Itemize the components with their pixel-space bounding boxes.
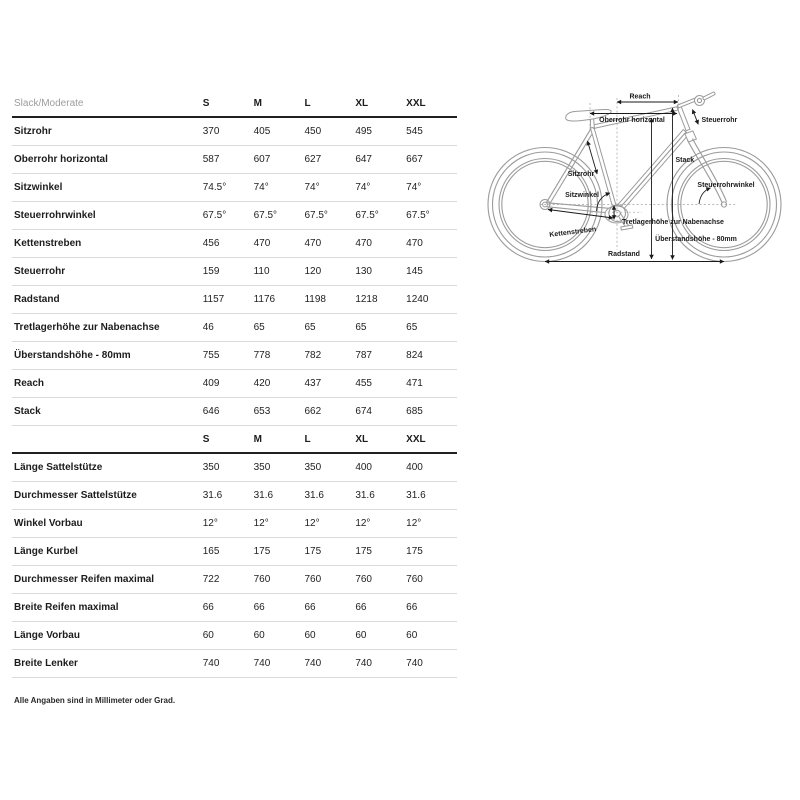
diagram-label-steuerrohrwinkel: Steuerrohrwinkel [697, 182, 755, 189]
table-row [12, 622, 457, 650]
cell-value: 740 [406, 658, 423, 669]
cell-value: 31.6 [253, 490, 274, 501]
diagram-label-kettenstreben: Kettenstreben [549, 226, 597, 239]
cell-value: 760 [406, 574, 423, 585]
cell-value: 12° [253, 518, 269, 529]
cell-value: 740 [253, 658, 271, 669]
cell-value: 31.6 [202, 490, 223, 501]
table-row [12, 118, 457, 146]
size-column-header: S [202, 433, 210, 445]
cell-value: 740 [304, 658, 322, 669]
cell-value: 74.5° [202, 182, 227, 193]
table-row [12, 286, 457, 314]
cell-value: 778 [253, 350, 271, 361]
cell-value: 470 [304, 238, 322, 249]
size-column-header: XXL [406, 97, 426, 109]
row-label: Breite Reifen maximal [14, 602, 119, 613]
table-row [12, 538, 457, 566]
cell-value: 647 [355, 154, 372, 165]
cell-value: 120 [304, 266, 322, 277]
cell-value: 782 [304, 350, 322, 361]
table-row [12, 594, 457, 622]
cell-value: 67.5° [253, 210, 278, 221]
chainstay-dimension [548, 210, 613, 219]
cell-value: 646 [202, 406, 220, 417]
cell-value: 587 [202, 154, 220, 165]
diagram-label-oberrohr: Oberrohr horizontal [599, 117, 665, 124]
cell-value: 787 [355, 350, 372, 361]
table-row [12, 258, 457, 286]
cell-value: 175 [355, 546, 372, 557]
table-row [12, 566, 457, 594]
row-label: Durchmesser Sattelstütze [14, 490, 137, 501]
cell-value: 607 [253, 154, 271, 165]
cell-value: 74° [355, 182, 371, 193]
cell-value: 667 [406, 154, 423, 165]
cell-value: 159 [202, 266, 220, 277]
table-row [12, 370, 457, 398]
row-label: Überstandshöhe - 80mm [14, 350, 131, 361]
size-column-header: S [202, 97, 210, 109]
head-tube [677, 106, 690, 131]
row-label: Sitzwinkel [14, 182, 63, 193]
diagram-label-stack: Stack [675, 157, 695, 164]
row-label: Länge Vorbau [14, 630, 80, 641]
table-row [12, 314, 457, 342]
table-row [12, 146, 457, 174]
cell-value: 31.6 [304, 490, 324, 501]
cell-value: 66 [406, 602, 418, 613]
cell-value: 60 [355, 630, 367, 641]
cell-value: 755 [202, 350, 220, 361]
table-header-row [12, 426, 457, 454]
cell-value: 66 [253, 602, 265, 613]
seat-tube [590, 127, 618, 212]
size-column-header: XL [355, 433, 369, 445]
row-label: Oberrohr horizontal [14, 154, 108, 165]
cell-value: 685 [406, 406, 423, 417]
row-label: Winkel Vorbau [14, 518, 83, 529]
cell-value: 350 [304, 462, 322, 473]
cell-value: 130 [355, 266, 372, 277]
size-column-header: XXL [406, 433, 426, 445]
cell-value: 66 [304, 602, 316, 613]
cell-value: 400 [355, 462, 372, 473]
cell-value: 66 [202, 602, 214, 613]
table-row [12, 202, 457, 230]
cell-value: 12° [406, 518, 422, 529]
cell-value: 760 [304, 574, 322, 585]
table-variant-label: Slack/Moderate [14, 97, 84, 109]
cell-value: 67.5° [202, 210, 227, 221]
diagram-label-radstand: Radstand [608, 251, 640, 258]
row-label: Stack [14, 406, 41, 417]
row-label: Breite Lenker [14, 658, 78, 669]
cell-value: 74° [406, 182, 422, 193]
cell-value: 74° [304, 182, 320, 193]
table-header-row [12, 90, 457, 118]
bike-frame [546, 94, 727, 230]
cell-value: 67.5° [355, 210, 379, 221]
cell-value: 370 [202, 126, 220, 137]
cell-value: 456 [202, 238, 220, 249]
table-row [12, 174, 457, 202]
cell-value: 1157 [202, 294, 225, 305]
cell-value: 1240 [406, 294, 429, 305]
stem [677, 98, 696, 108]
size-column-header: M [253, 97, 262, 109]
cell-value: 470 [355, 238, 372, 249]
cell-value: 65 [406, 322, 418, 333]
cell-value: 470 [253, 238, 271, 249]
table-row [12, 454, 457, 482]
cell-value: 760 [355, 574, 372, 585]
cell-value: 12° [202, 518, 218, 529]
diagram-label-reach: Reach [629, 93, 651, 101]
cell-value: 450 [304, 126, 322, 137]
cell-value: 1176 [253, 294, 276, 305]
row-label: Tretlagerhöhe zur Nabenachse [14, 322, 160, 333]
cell-value: 110 [253, 266, 270, 277]
cell-value: 420 [253, 378, 271, 389]
bike-geometry-diagram [480, 78, 800, 290]
cell-value: 740 [202, 658, 220, 669]
cell-value: 674 [355, 406, 372, 417]
cell-value: 455 [355, 378, 372, 389]
cell-value: 1218 [355, 294, 378, 305]
cell-value: 722 [202, 574, 220, 585]
row-label: Länge Sattelstütze [14, 462, 103, 473]
headangle-arc [699, 188, 711, 204]
table-row [12, 398, 457, 426]
table-section-frame-geometry [12, 90, 457, 426]
cell-value: 175 [304, 546, 322, 557]
cell-value: 824 [406, 350, 423, 361]
row-label: Sitzrohr [14, 126, 52, 137]
table-row [12, 342, 457, 370]
cell-value: 60 [202, 630, 214, 641]
cell-value: 437 [304, 378, 322, 389]
cell-value: 67.5° [304, 210, 328, 221]
cell-value: 74° [253, 182, 269, 193]
table-row [12, 510, 457, 538]
headtube-dimension [693, 110, 699, 125]
cell-value: 350 [253, 462, 271, 473]
cell-value: 66 [355, 602, 367, 613]
cell-value: 65 [253, 322, 265, 333]
table-row [12, 650, 457, 678]
cell-value: 175 [406, 546, 423, 557]
units-footnote: Alle Angaben sind in Millimeter oder Grad. [14, 696, 176, 705]
size-column-header: L [304, 433, 311, 445]
row-label: Steuerrohrwinkel [14, 210, 96, 221]
size-column-header: L [304, 97, 311, 109]
table-row [12, 230, 457, 258]
cell-value: 740 [355, 658, 372, 669]
cell-value: 31.6 [355, 490, 375, 501]
cell-value: 175 [253, 546, 271, 557]
cell-value: 350 [202, 462, 220, 473]
geometry-table [12, 90, 457, 678]
cell-value: 1198 [304, 294, 326, 305]
cell-value: 409 [202, 378, 220, 389]
table-row [12, 482, 457, 510]
diagram-label-tretlagerhoehe: Tretlagerhöhe zur Nabenachse [622, 219, 724, 226]
row-label: Durchmesser Reifen maximal [14, 574, 155, 585]
cell-value: 31.6 [406, 490, 426, 501]
cell-value: 400 [406, 462, 423, 473]
size-column-header: XL [355, 97, 369, 109]
cell-value: 662 [304, 406, 322, 417]
cell-value: 60 [253, 630, 265, 641]
cell-value: 405 [253, 126, 271, 137]
cell-value: 12° [355, 518, 371, 529]
cell-value: 65 [304, 322, 316, 333]
cell-value: 60 [406, 630, 418, 641]
row-label: Länge Kurbel [14, 546, 78, 557]
cell-value: 67.5° [406, 210, 430, 221]
cell-value: 470 [406, 238, 423, 249]
cell-value: 12° [304, 518, 320, 529]
row-label: Kettenstreben [14, 238, 82, 249]
cell-value: 65 [355, 322, 367, 333]
cell-value: 545 [406, 126, 423, 137]
cell-value: 145 [406, 266, 423, 277]
cell-value: 471 [406, 378, 423, 389]
cell-value: 495 [355, 126, 372, 137]
diagram-label-sitzrohr: Sitzrohr [567, 171, 595, 178]
row-label: Reach [14, 378, 45, 389]
cell-value: 627 [304, 154, 322, 165]
cell-value: 165 [202, 546, 220, 557]
row-label: Steuerrohr [14, 266, 66, 277]
diagram-label-steuerrohr: Steuerrohr [701, 117, 738, 124]
cell-value: 60 [304, 630, 316, 641]
diagram-label-ueberstandshoehe: Überstandshöhe - 80mm [655, 236, 737, 243]
row-label: Radstand [14, 294, 60, 305]
table-section-components [12, 426, 457, 678]
cell-value: 653 [253, 406, 271, 417]
size-column-header: M [253, 433, 262, 445]
diagram-label-sitzwinkel: Sitzwinkel [565, 192, 599, 199]
cell-value: 46 [202, 322, 214, 333]
cell-value: 760 [253, 574, 271, 585]
